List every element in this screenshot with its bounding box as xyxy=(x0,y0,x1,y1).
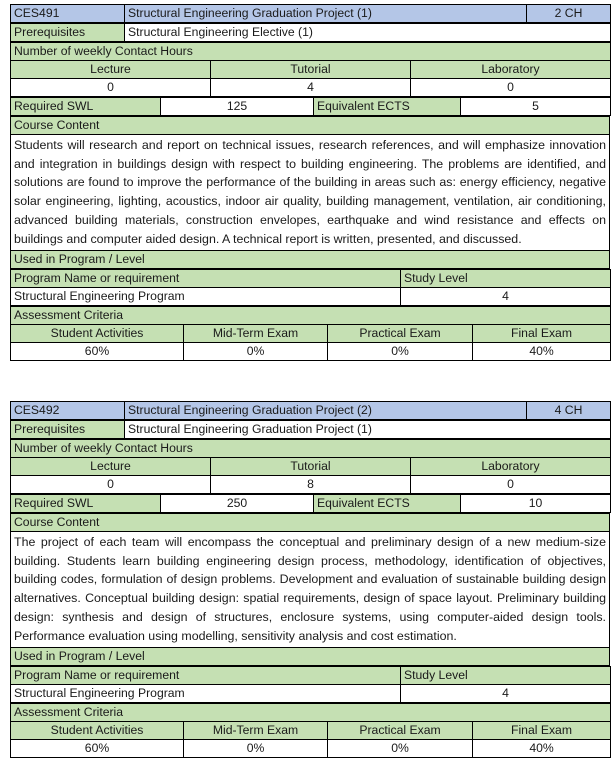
swl-label: Required SWL xyxy=(11,98,161,116)
workload-row xyxy=(11,495,611,513)
midterm-exam-header: Mid-Term Exam xyxy=(184,722,328,740)
tutorial-header: Tutorial xyxy=(211,61,411,79)
contact-hours-table xyxy=(10,439,611,494)
program-value-row xyxy=(11,288,611,306)
lecture-header: Lecture xyxy=(11,458,211,476)
used-in-label: Used in Program / Level xyxy=(11,251,610,269)
contact-hours-value-row xyxy=(11,79,611,97)
workload-table xyxy=(10,494,611,513)
assessment-header-row xyxy=(11,325,611,343)
course-title: Structural Engineering Graduation Project (2) xyxy=(125,402,527,420)
swl-value: 125 xyxy=(161,98,314,116)
practical-exam-header: Practical Exam xyxy=(328,722,473,740)
prerequisites-table xyxy=(10,23,611,42)
lecture-hours: 0 xyxy=(11,476,211,494)
swl-value: 250 xyxy=(161,495,314,513)
assessment-header-row xyxy=(11,722,611,740)
midterm-exam-value: 0% xyxy=(184,343,328,361)
practical-exam-header: Practical Exam xyxy=(328,325,473,343)
midterm-exam-header: Mid-Term Exam xyxy=(184,325,328,343)
contact-hours-table xyxy=(10,42,611,97)
prerequisites-row xyxy=(11,421,611,439)
program-header: Program Name or requirement xyxy=(11,667,401,685)
laboratory-hours: 0 xyxy=(411,476,611,494)
course-header-table xyxy=(10,4,611,23)
student-activities-value: 60% xyxy=(11,740,184,758)
prerequisites-label: Prerequisites xyxy=(11,24,125,42)
program-name: Structural Engineering Program xyxy=(11,288,401,306)
course-code: CES491 xyxy=(11,5,125,23)
tutorial-hours: 8 xyxy=(211,476,411,494)
course-spec-table-ces492 xyxy=(10,401,610,758)
lecture-hours: 0 xyxy=(11,79,211,97)
used-in-label: Used in Program / Level xyxy=(11,648,610,666)
course-header-table xyxy=(10,401,611,420)
assessment-value-row xyxy=(11,343,611,361)
course-content-table xyxy=(10,116,610,269)
program-header-row xyxy=(11,270,611,288)
course-content-text: The project of each team will encompass the conceptual and preliminary design of a new medium-size building. Students learn building engineering design process, methodology, identification of objectives, building codes, formulation of design problems. Development and evaluation of sustainable building design alternatives. Conceptual building design: spatial requirements, design of space layout. Preliminary building design: synthesis and design of structures, enclosure systems, using computer-aided design tools. Performance evaluation using modelling, sensitivity analysis and cost estimation. xyxy=(11,532,610,648)
practical-exam-value: 0% xyxy=(328,740,473,758)
course-code: CES492 xyxy=(11,402,125,420)
prerequisites-value: Structural Engineering Graduation Project (1) xyxy=(125,421,611,439)
tutorial-hours: 4 xyxy=(211,79,411,97)
program-table xyxy=(10,666,611,703)
course-title: Structural Engineering Graduation Project (1) xyxy=(125,5,527,23)
program-header: Program Name or requirement xyxy=(11,270,401,288)
prerequisites-row xyxy=(11,24,611,42)
program-value-row xyxy=(11,685,611,703)
student-activities-header: Student Activities xyxy=(11,722,184,740)
final-exam-header: Final Exam xyxy=(473,722,611,740)
assessment-table xyxy=(10,703,611,758)
credit-hours: 2 CH xyxy=(527,5,611,23)
study-level-header: Study Level xyxy=(401,270,611,288)
ects-value: 10 xyxy=(461,495,611,513)
workload-table xyxy=(10,97,611,116)
study-level: 4 xyxy=(401,288,611,306)
assessment-label: Assessment Criteria xyxy=(11,704,611,722)
laboratory-header: Laboratory xyxy=(411,61,611,79)
credit-hours: 4 CH xyxy=(527,402,611,420)
student-activities-value: 60% xyxy=(11,343,184,361)
course-content-table xyxy=(10,513,610,666)
assessment-label: Assessment Criteria xyxy=(11,307,611,325)
final-exam-value: 40% xyxy=(473,343,611,361)
contact-hours-label: Number of weekly Contact Hours xyxy=(11,440,611,458)
ects-label: Equivalent ECTS xyxy=(314,98,461,116)
midterm-exam-value: 0% xyxy=(184,740,328,758)
study-level: 4 xyxy=(401,685,611,703)
program-header-row xyxy=(11,667,611,685)
assessment-table xyxy=(10,306,611,361)
tutorial-header: Tutorial xyxy=(211,458,411,476)
ects-value: 5 xyxy=(461,98,611,116)
student-activities-header: Student Activities xyxy=(11,325,184,343)
assessment-value-row xyxy=(11,740,611,758)
contact-hours-label: Number of weekly Contact Hours xyxy=(11,43,611,61)
final-exam-header: Final Exam xyxy=(473,325,611,343)
program-table xyxy=(10,269,611,306)
final-exam-value: 40% xyxy=(473,740,611,758)
course-spec-table-ces491 xyxy=(10,4,610,361)
contact-hours-value-row xyxy=(11,476,611,494)
laboratory-header: Laboratory xyxy=(411,458,611,476)
laboratory-hours: 0 xyxy=(411,79,611,97)
course-title-row xyxy=(11,402,611,420)
prerequisites-value: Structural Engineering Elective (1) xyxy=(125,24,611,42)
ects-label: Equivalent ECTS xyxy=(314,495,461,513)
prerequisites-table xyxy=(10,420,611,439)
course-content-label: Course Content xyxy=(11,514,610,532)
course-title-row xyxy=(11,5,611,23)
contact-hours-header-row xyxy=(11,458,611,476)
workload-row xyxy=(11,98,611,116)
course-content-label: Course Content xyxy=(11,117,610,135)
program-name: Structural Engineering Program xyxy=(11,685,401,703)
prerequisites-label: Prerequisites xyxy=(11,421,125,439)
study-level-header: Study Level xyxy=(401,667,611,685)
course-content-text: Students will research and report on technical issues, research references, and will emphasize innovation and integration in buildings design with respect to building engineering. The problems are identified, and solutions are found to improve the performance of the building in areas such as: energy efficiency, negative solar engineering, lighting, acoustics, indoor air quality, building management, ventilation, air conditioning, advanced building materials, construction envelopes, earthquake and wind resistance and effects on buildings and computer aided design. A technical report is written, presented, and discussed. xyxy=(11,135,610,251)
contact-hours-header-row xyxy=(11,61,611,79)
lecture-header: Lecture xyxy=(11,61,211,79)
practical-exam-value: 0% xyxy=(328,343,473,361)
swl-label: Required SWL xyxy=(11,495,161,513)
